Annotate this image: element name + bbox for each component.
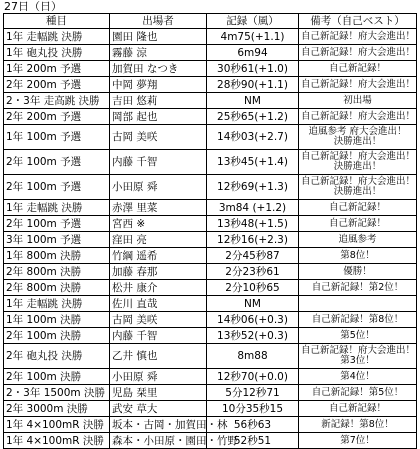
athlete-cell: 児島 栞里 [110, 385, 207, 401]
header-athlete: 出場者 [110, 14, 207, 29]
event-cell: 2年 800m 決勝 [4, 280, 110, 296]
remarks-line: 自己新記録！府大会進出！ [301, 46, 416, 58]
remarks-cell [299, 433, 417, 449]
athlete-cell: 坂本・古岡・加賀田・林 [110, 417, 207, 433]
remarks-cell [299, 248, 417, 264]
event-cell: 1年 走幅跳 決勝 [4, 200, 110, 216]
header-record: 記録（風） [207, 14, 299, 29]
record-cell: 25秒65(+1.2) [207, 109, 299, 125]
table-row [4, 433, 417, 449]
table-row [4, 385, 417, 401]
remarks-line: 自己新記録！第2位！ [311, 281, 404, 293]
athlete-cell: 小田原 舜 [110, 175, 207, 200]
remarks-cell [299, 417, 417, 433]
remarks-line: 自己新記録！府大会進出！ [301, 151, 416, 162]
results-table [3, 13, 417, 449]
table-row [4, 248, 417, 264]
event-cell: 1年 4×100mR 決勝 [4, 417, 110, 433]
table-row [4, 61, 417, 77]
remarks-line: 自己新記録！第8位！ [311, 313, 404, 325]
table-row [4, 109, 417, 125]
remarks-line: 決勝進出！ [333, 136, 382, 147]
event-cell: 2年 200m 予選 [4, 109, 110, 125]
event-cell: 2年 100m 予選 [4, 150, 110, 175]
remarks-line: 自己新記録！府大会進出！ [301, 110, 416, 122]
record-cell: 14秒03(+2.7) [207, 125, 299, 150]
table-row [4, 150, 417, 175]
athlete-cell: 霧藤 涼 [110, 45, 207, 61]
remarks-line: 第7位！ [340, 434, 375, 446]
remarks-line: 第8位！ [340, 249, 375, 261]
remarks-line: 新記録！第8位！ [321, 418, 394, 430]
athlete-cell: 松井 康介 [110, 280, 207, 296]
athlete-cell: 古岡 美咲 [110, 312, 207, 328]
record-cell: 13秒45(+1.4) [207, 150, 299, 175]
remarks-line: 自己新記録！ [328, 402, 386, 414]
table-row [4, 29, 417, 45]
event-cell: 2年 砲丸投 決勝 [4, 344, 110, 369]
event-cell: 2年 100m 予選 [4, 216, 110, 232]
header-row [4, 14, 417, 29]
remarks-line: 追風参考 [338, 233, 377, 245]
event-cell: 2年 3000m 決勝 [4, 401, 110, 417]
athlete-cell: 加賀田 なつき [110, 61, 207, 77]
record-cell: 6m94 [207, 45, 299, 61]
athlete-cell: 乙井 慎也 [110, 344, 207, 369]
event-cell: 3年 100m 予選 [4, 232, 110, 248]
header-event: 種目 [4, 14, 110, 29]
results-body [4, 29, 417, 449]
remarks-line: 決勝進出！ [333, 161, 382, 172]
event-cell: 1年 走幅跳 決勝 [4, 296, 110, 312]
remarks-cell [299, 264, 417, 280]
record-cell: 12秒70(+0.0) [207, 369, 299, 385]
record-cell: 30秒61(+1.0) [207, 61, 299, 77]
athlete-cell: 中岡 夢翔 [110, 77, 207, 93]
remarks-cell [299, 29, 417, 45]
athlete-cell: 岡部 起也 [110, 109, 207, 125]
remarks-cell [299, 385, 417, 401]
remarks-line: 自己新記録！ [328, 201, 386, 213]
table-row [4, 264, 417, 280]
remarks-line: 自己新記録！府大会進出！ [301, 345, 416, 356]
table-row [4, 328, 417, 344]
remarks-cell [299, 125, 417, 150]
table-row [4, 200, 417, 216]
event-cell: 1年 100m 決勝 [4, 312, 110, 328]
event-cell: 2年 100m 予選 [4, 175, 110, 200]
athlete-cell: 佐川 直哉 [110, 296, 207, 312]
table-row [4, 280, 417, 296]
remarks-line: 自己新記録！ [328, 217, 386, 229]
record-cell: 12秒16(+2.3) [207, 232, 299, 248]
athlete-cell: 小田原 舜 [110, 369, 207, 385]
remarks-line: 第3位！ [340, 355, 375, 366]
athlete-cell: 内藤 千智 [110, 150, 207, 175]
record-cell: 12秒69(+1.3) [207, 175, 299, 200]
remarks-line: 自己新記録！第5位！ [311, 386, 404, 398]
remarks-cell [299, 93, 417, 109]
record-cell: 4m75(+1.1) [207, 29, 299, 45]
remarks-line: 自己新記録！府大会進出！ [301, 176, 416, 187]
table-row [4, 216, 417, 232]
remarks-line: 自己新記録！府大会進出！ [301, 30, 416, 42]
record-cell: NM [207, 93, 299, 109]
record-cell: 13秒48(+1.5) [207, 216, 299, 232]
event-cell: 2年 800m 決勝 [4, 264, 110, 280]
table-row [4, 77, 417, 93]
remarks-cell [299, 232, 417, 248]
table-row [4, 232, 417, 248]
athlete-cell: 古岡 美咲 [110, 125, 207, 150]
event-cell: 1年 100m 予選 [4, 125, 110, 150]
record-cell: 10分35秒15 [207, 401, 299, 417]
remarks-cell [299, 61, 417, 77]
table-row [4, 45, 417, 61]
athlete-cell: 森本・小田原・園田・竹野 [110, 433, 207, 449]
remarks-cell [299, 401, 417, 417]
table-row [4, 344, 417, 369]
athlete-cell: 赤澤 里菜 [110, 200, 207, 216]
record-cell: 13秒52(+0.3) [207, 328, 299, 344]
athlete-cell: 加藤 春那 [110, 264, 207, 280]
remarks-line: 自己新記録！ [328, 62, 386, 74]
event-cell: 2・3年 走高跳 決勝 [4, 93, 110, 109]
remarks-cell [299, 77, 417, 93]
athlete-cell: 園田 隆也 [110, 29, 207, 45]
remarks-cell [299, 280, 417, 296]
table-row [4, 312, 417, 328]
remarks-cell [299, 109, 417, 125]
record-cell: 2分10秒65 [207, 280, 299, 296]
record-cell: 8m88 [207, 344, 299, 369]
record-cell: 56秒63 [207, 417, 299, 433]
record-cell: 2分23秒61 [207, 264, 299, 280]
athlete-cell: 吉田 悠莉 [110, 93, 207, 109]
athlete-cell: 竹綱 遥希 [110, 248, 207, 264]
remarks-line: 自己新記録！府大会進出！ [301, 78, 416, 90]
record-cell: 14秒06(+0.3) [207, 312, 299, 328]
remarks-line: 追風参考 府大会進出！ [308, 126, 407, 137]
athlete-cell: 窪田 亮 [110, 232, 207, 248]
athlete-cell: 宮西 ※ [110, 216, 207, 232]
remarks-cell [299, 312, 417, 328]
remarks-cell [299, 369, 417, 385]
remarks-cell [299, 344, 417, 369]
remarks-cell [299, 216, 417, 232]
event-cell: 1年 800m 決勝 [4, 248, 110, 264]
record-cell: 2分45秒87 [207, 248, 299, 264]
event-cell: 2年 100m 決勝 [4, 328, 110, 344]
record-cell: NM [207, 296, 299, 312]
record-cell: 5分12秒71 [207, 385, 299, 401]
date-title: 27日（日） [4, 0, 62, 13]
table-row [4, 401, 417, 417]
record-cell: 3m84 (+1.2) [207, 200, 299, 216]
remarks-line: 初出場 [343, 94, 372, 106]
event-cell: 2年 200m 予選 [4, 77, 110, 93]
table-row [4, 369, 417, 385]
athlete-cell: 武安 草大 [110, 401, 207, 417]
header-remarks: 備考（自己ベスト） [299, 14, 417, 29]
table-row [4, 125, 417, 150]
remarks-line: 決勝進出！ [333, 186, 382, 197]
record-cell: 52秒51 [207, 433, 299, 449]
remarks-cell [299, 150, 417, 175]
athlete-cell: 内藤 千智 [110, 328, 207, 344]
remarks-cell [299, 328, 417, 344]
event-cell: 2・3年 1500m 決勝 [4, 385, 110, 401]
table-row [4, 93, 417, 109]
event-cell: 2年 100m 決勝 [4, 369, 110, 385]
remarks-line: 優勝！ [343, 265, 372, 277]
remarks-line: 第4位！ [340, 370, 375, 382]
event-cell: 1年 200m 予選 [4, 61, 110, 77]
table-row [4, 417, 417, 433]
remarks-cell [299, 200, 417, 216]
remarks-line: 第5位！ [340, 329, 375, 341]
record-cell: 28秒90(+1.1) [207, 77, 299, 93]
remarks-cell [299, 45, 417, 61]
table-row [4, 175, 417, 200]
table-row [4, 296, 417, 312]
remarks-cell [299, 175, 417, 200]
event-cell: 1年 走幅跳 決勝 [4, 29, 110, 45]
remarks-cell [299, 296, 417, 312]
event-cell: 1年 砲丸投 決勝 [4, 45, 110, 61]
event-cell: 1年 4×100mR 決勝 [4, 433, 110, 449]
